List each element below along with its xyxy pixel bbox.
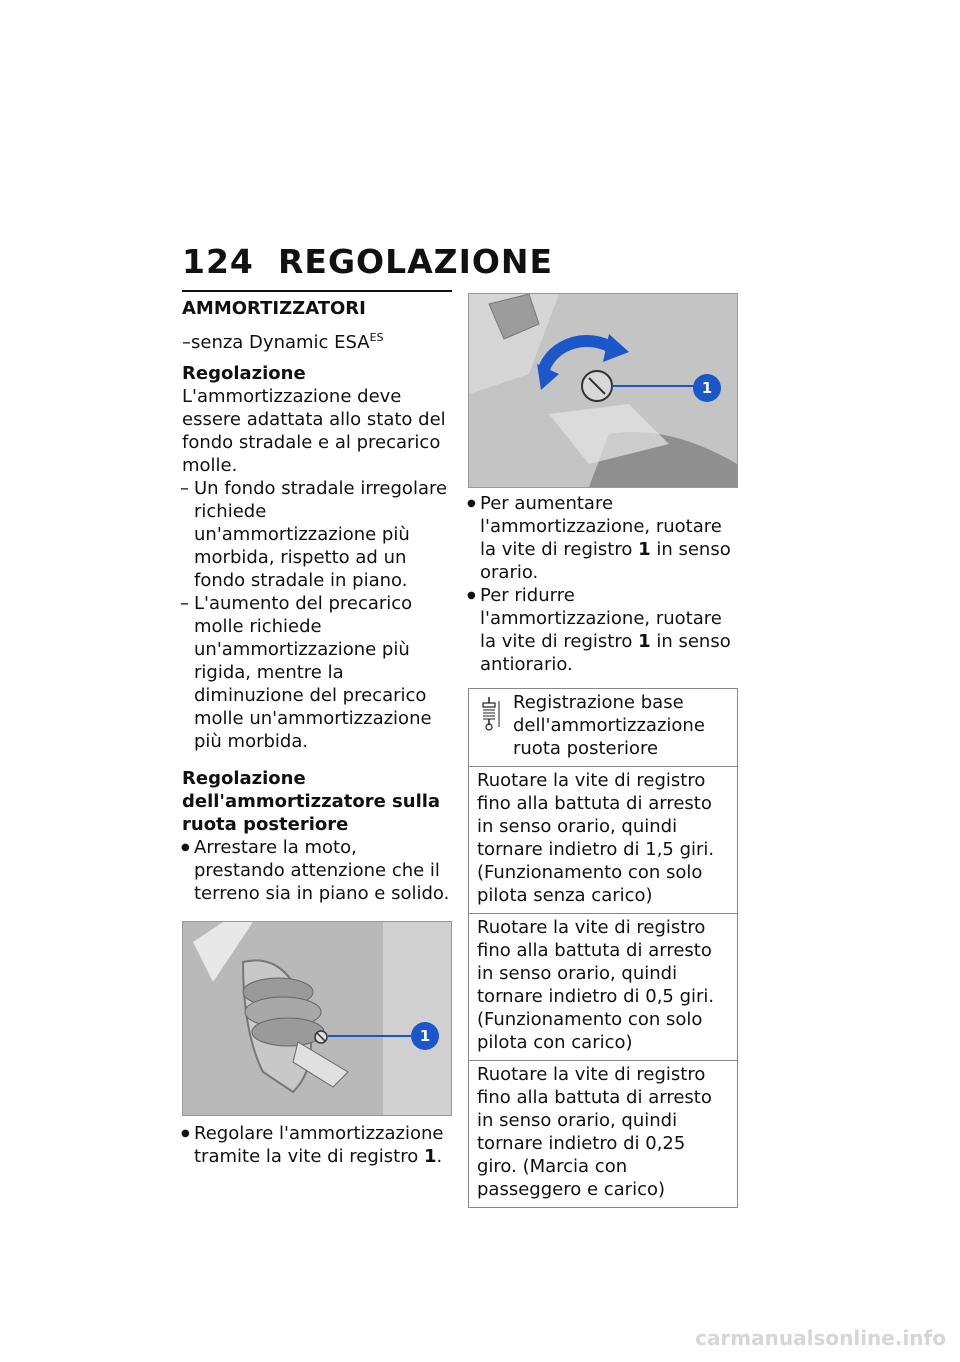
table-header-text: Registrazione base dell'ammortizzazione ruota posteriore [513, 692, 705, 759]
right-column [468, 293, 738, 1208]
adjuster-screw-photo [468, 293, 738, 488]
subtitle-text: –senza Dynamic ESA [182, 332, 370, 353]
bullet-suffix: . [436, 1146, 443, 1167]
callout-1: 1 [411, 1022, 439, 1050]
shock-absorber-illustration [183, 922, 451, 1115]
bullet-suffix: in senso orario. [480, 539, 731, 583]
watermark: carmanualsonline.info [695, 1326, 946, 1350]
table-row: Ruotare la vite di registro fino alla battuta di arresto in senso orario, quindi tornare indietro di 0,5 giri. (Funzionamento con solo pilota con carico) [469, 913, 737, 1060]
shock-absorber-photo [182, 921, 452, 1116]
section-title: AMMORTIZZATORI [182, 298, 366, 319]
right-bullet-list [468, 492, 738, 676]
dash-item-1: – Un fondo stradale irregolare richiede un'ammortizzazione più morbida, rispetto ad un fondo stradale in piano. [182, 477, 452, 592]
bullet-item-stop: ● Arrestare la moto, prestando attenzione che il terreno sia in piano e solido. [182, 836, 452, 905]
bullet-increase [468, 492, 738, 584]
chapter-title: REGOLAZIONE [278, 242, 554, 281]
subtitle-superscript: ES [369, 331, 384, 344]
callout-1: 1 [693, 374, 721, 402]
bullet-ref: 1 [423, 1146, 437, 1167]
table-header [469, 689, 737, 766]
table-row: Ruotare la vite di registro fino alla battuta di arresto in senso orario, quindi tornare indietro di 0,25 giro. (Marcia con passeggero e carico) [469, 1060, 737, 1207]
section-rule [182, 290, 452, 292]
left-column [182, 290, 452, 1168]
base-setting-table [468, 688, 738, 1208]
bullet-ref: 1 [638, 631, 651, 652]
section-subtitle [182, 326, 452, 354]
page-header [182, 242, 553, 281]
bullet-item-adjust [182, 1122, 452, 1168]
heading-rear-shock: Regolazione dell'ammortizzatore sulla ruota posteriore [182, 768, 441, 835]
bullet-text: Per ridurre l'ammortizzazione, ruotare la vite di registro [480, 585, 722, 652]
bullet-decrease [468, 584, 738, 676]
intro-paragraph: L'ammortizzazione deve essere adattata allo stato del fondo stradale e al precarico molle. [182, 386, 446, 476]
table-row: Ruotare la vite di registro fino alla battuta di arresto in senso orario, quindi tornare indietro di 1,5 giri. (Funzionamento con solo pilota senza carico) [469, 766, 737, 913]
heading-regolazione: Regolazione [182, 363, 306, 384]
bullet-list-1 [182, 836, 452, 905]
bullet-suffix: in senso antiorario. [480, 631, 731, 675]
shock-absorber-icon [477, 697, 501, 737]
bullet-ref: 1 [638, 539, 651, 560]
dash-list [182, 477, 452, 753]
bullet-text: Regolare l'ammortizzazione tramite la vite di registro [194, 1123, 444, 1167]
bullet-list-2 [182, 1122, 452, 1168]
dash-item-2: – L'aumento del precarico molle richiede un'ammortizzazione più rigida, mentre la diminuzione del precarico molle un'ammortizzazione più morbida. [182, 592, 452, 753]
bullet-text: Per aumentare l'ammortizzazione, ruotare la vite di registro [480, 493, 722, 560]
page-number: 124 [182, 242, 254, 281]
